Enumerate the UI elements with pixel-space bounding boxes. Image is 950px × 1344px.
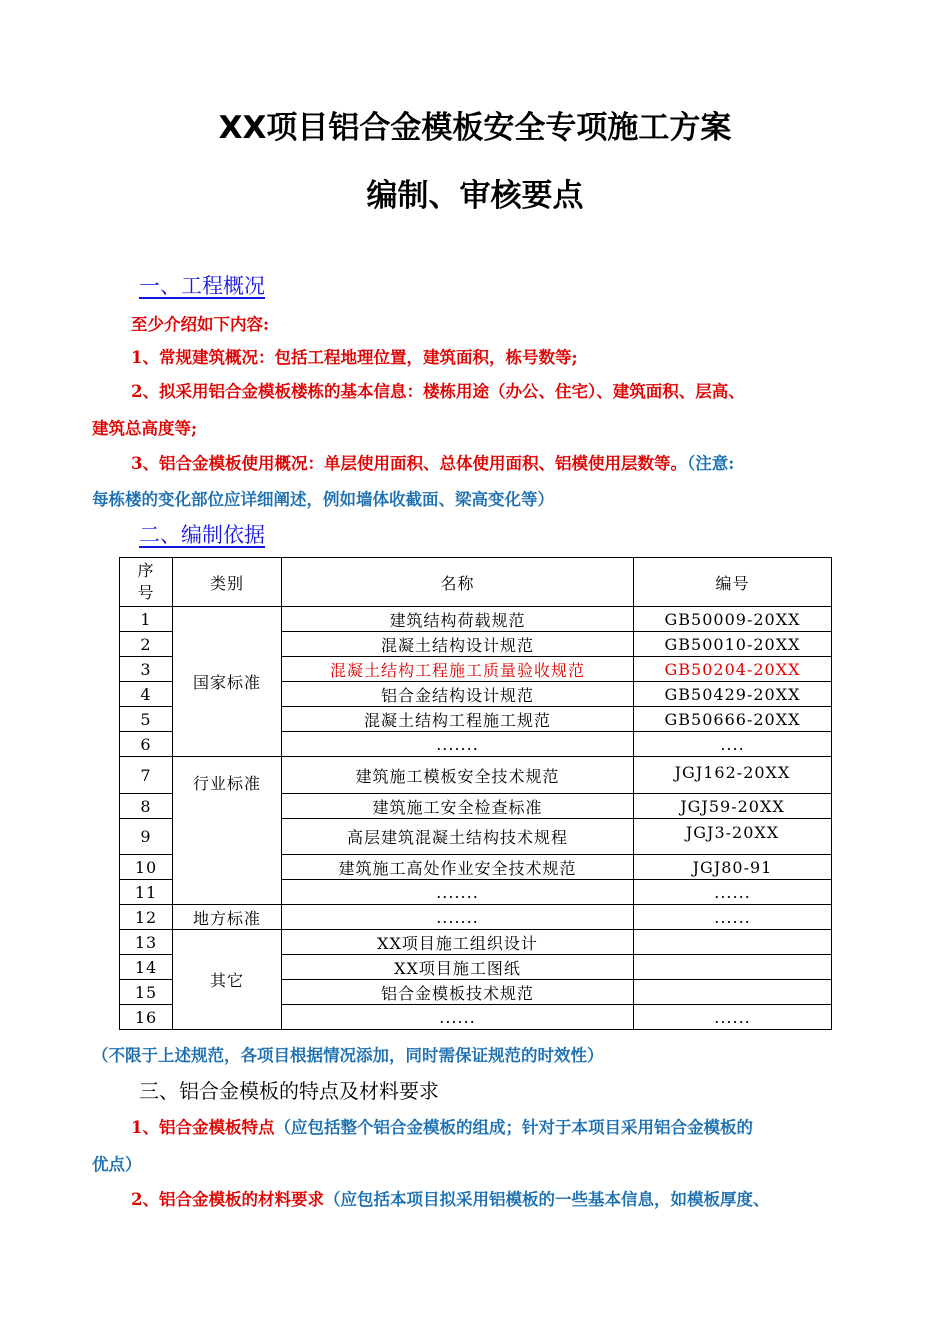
row-code: GB50429-20XX [634,682,832,707]
row-no: 15 [120,980,173,1005]
row-no: 14 [120,955,173,980]
row-name: ....... [282,880,634,905]
row-code: ...... [634,1005,832,1030]
section3-item2-desc: （应包括本项目拟采用铝模板的一些基本信息，如模板厚度、 [323,1190,770,1209]
table-header-row [120,558,832,607]
row-name: 铝合金结构设计规范 [282,682,634,707]
row-no: 11 [120,880,173,905]
row-name: 建筑施工安全检查标准 [282,794,634,819]
row-name: ....... [282,732,634,757]
row-no: 2 [120,632,173,657]
header-category: 类别 [173,558,282,607]
row-name: 建筑结构荷载规范 [282,607,634,632]
document-title-line1: XX项目铝合金模板安全专项施工方案 [218,110,732,146]
row-no: 8 [120,794,173,819]
row-name: XX项目施工组织设计 [282,930,634,955]
row-name: 混凝土结构工程施工规范 [282,707,634,732]
row-no: 4 [120,682,173,707]
section3-item1-desc-end: 优点） [92,1155,142,1174]
row-no: 3 [120,657,173,682]
row-name: 建筑施工模板安全技术规范 [282,757,634,794]
section3-heading: 三、铝合金模板的特点及材料要求 [139,1079,439,1103]
table-row [120,930,832,955]
row-code: GB50009-20XX [634,607,832,632]
row-name: 混凝土结构工程施工质量验收规范 [282,657,634,682]
row-code [634,980,832,1005]
section1-heading: 一、工程概况 [139,274,265,298]
section1-item1: 1、常规建筑概况：包括工程地理位置，建筑面积，栋号数等; [131,348,578,367]
section1-item3 [131,450,734,474]
section1-item2-line1: 2、拟采用铝合金模板楼栋的基本信息：楼栋用途（办公、住宅）、建筑面积、层高、 [131,382,745,401]
row-code [634,955,832,980]
section1-item3-note-start: （注意: [686,454,735,473]
row-code: JGJ3-20XX [634,819,832,855]
row-code: ...... [634,880,832,905]
section1-item2-line2: 建筑总高度等; [92,419,198,438]
table-row [120,757,832,794]
row-no: 5 [120,707,173,732]
row-code: ...... [634,905,832,930]
table-row [120,905,832,930]
row-name: ...... [282,1005,634,1030]
row-code: JGJ80-91 [634,855,832,880]
row-name: 混凝土结构设计规范 [282,632,634,657]
row-no: 16 [120,1005,173,1030]
row-code: JGJ59-20XX [634,794,832,819]
section1-intro: 至少介绍如下内容: [131,315,270,334]
row-code: .... [634,732,832,757]
header-no-line2: 号 [137,583,155,602]
row-name: 高层建筑混凝土结构技术规程 [282,819,634,855]
section2-heading: 二、编制依据 [139,523,265,547]
row-name: 建筑施工高处作业安全技术规范 [282,855,634,880]
category-industry: 行业标准 [173,757,282,905]
section1-item3-text: 3、铝合金模板使用概况：单层使用面积、总体使用面积、铝模使用层数等。 [131,454,687,473]
row-code: GB50666-20XX [634,707,832,732]
row-no: 13 [120,930,173,955]
standards-table [119,557,832,1030]
section2-note: （不限于上述规范，各项目根据情况添加，同时需保证规范的时效性） [92,1046,604,1065]
header-code: 编号 [634,558,832,607]
table-row [120,607,832,632]
section3-item2-title: 2、铝合金模板的材料要求 [131,1190,324,1209]
section3-item1-title: 1、铝合金模板特点 [131,1118,275,1137]
row-name: 铝合金模板技术规范 [282,980,634,1005]
row-no: 6 [120,732,173,757]
row-code: GB50204-20XX [634,657,832,682]
section3-item1-desc-start: （应包括整个铝合金模板的组成；针对于本项目采用铝合金模板的 [274,1118,753,1137]
header-name: 名称 [282,558,634,607]
row-no: 12 [120,905,173,930]
row-no: 7 [120,757,173,794]
row-name: ....... [282,905,634,930]
document-title-line2: 编制、审核要点 [366,178,584,214]
header-no [120,558,173,607]
category-other: 其它 [173,930,282,1030]
category-local: 地方标准 [173,905,282,930]
row-code [634,930,832,955]
row-code: JGJ162-20XX [634,757,832,794]
category-national: 国家标准 [173,607,282,757]
row-name: XX项目施工图纸 [282,955,634,980]
row-code: GB50010-20XX [634,632,832,657]
section1-item3-note-end: 每栋楼的变化部位应详细阐述，例如墙体收截面、梁高变化等） [92,490,554,509]
section3-item1 [131,1114,753,1138]
row-no: 10 [120,855,173,880]
row-no: 1 [120,607,173,632]
section3-item2 [131,1186,769,1210]
header-no-line1: 序 [137,561,155,580]
row-no: 9 [120,819,173,855]
